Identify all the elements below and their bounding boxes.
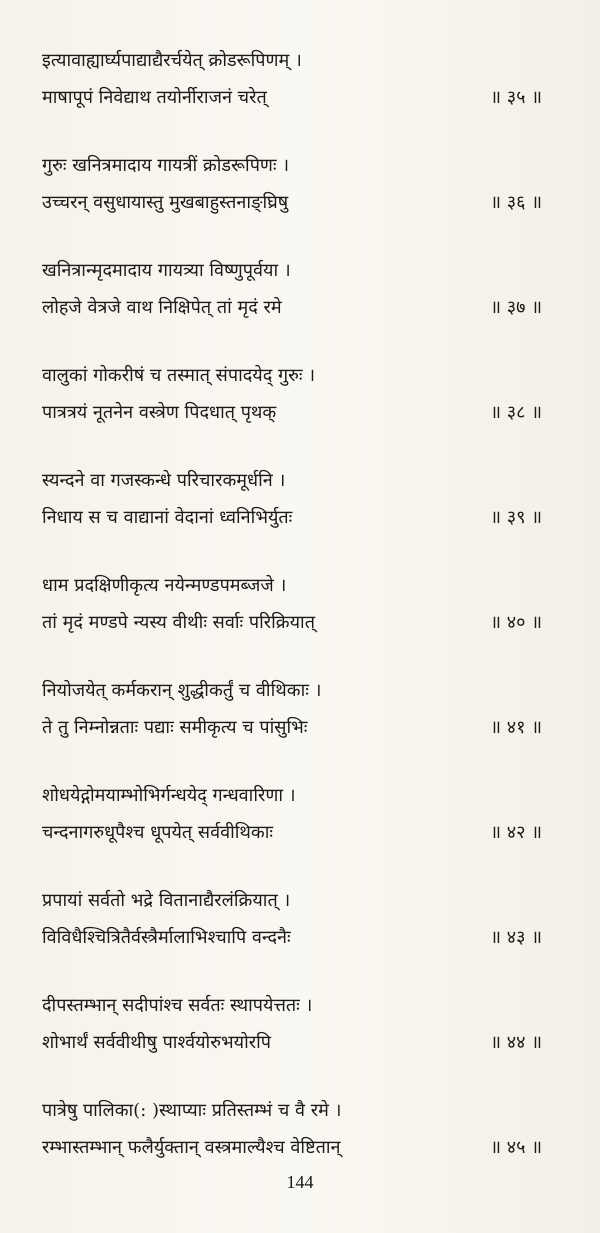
verse-number: ॥ ३६ ॥ — [490, 192, 542, 213]
verse-number: ॥ ४३ ॥ — [490, 927, 542, 948]
verse — [0, 670, 600, 775]
verse — [0, 460, 600, 565]
verse-line-1: पात्रेषु पालिका(: )स्थाप्याः प्रतिस्तम्भं च वै रमे । — [42, 1100, 342, 1121]
verse-list — [0, 40, 600, 1195]
verse-line-2 — [42, 85, 542, 111]
verse-number: ॥ ४२ ॥ — [490, 822, 542, 843]
verse-line-1: शोधयेद्गोमयाम्भोभिर्गन्धयेद् गन्धवारिणा । — [42, 785, 296, 806]
verse-text: ते तु निम्नोन्नताः पद्याः समीकृत्य च पांसुभिः — [42, 717, 308, 738]
verse — [0, 250, 600, 355]
verse-line-1: स्यन्दने वा गजस्कन्धे परिचारकमूर्धनि । — [42, 470, 286, 491]
verse-number: ॥ ४४ ॥ — [490, 1032, 542, 1053]
verse-line-2 — [42, 1135, 542, 1161]
verse — [0, 985, 600, 1090]
verse-text: माषापूपं निवेद्याथ तयोर्नीराजनं चरेत् — [42, 87, 267, 108]
verse-number: ॥ ४१ ॥ — [490, 717, 542, 738]
verse-line-2 — [42, 1030, 542, 1056]
verse-line-2 — [42, 505, 542, 531]
verse-number: ॥ ३५ ॥ — [490, 87, 542, 108]
verse-line-1: दीपस्तम्भान् सदीपांश्च सर्वतः स्थापयेत्ततः । — [42, 995, 313, 1016]
verse — [0, 565, 600, 670]
verse-text: तां मृदं मण्डपे न्यस्य वीथीः सर्वाः परिक्रियात् — [42, 612, 315, 633]
verse-text: उच्चरन् वसुधायास्तु मुखबाहुस्तनाङ्घ्रिषु — [42, 192, 289, 213]
verse-line-1: इत्यावाह्यार्घ्यपाद्याद्यैरर्चयेत् क्रोडरूपिणम् । — [42, 50, 302, 71]
verse — [0, 775, 600, 880]
verse-number: ॥ ४० ॥ — [490, 612, 542, 633]
verse-line-2 — [42, 400, 542, 426]
verse-line-2 — [42, 820, 542, 846]
verse-text: लोहजे वेत्रजे वाथ निक्षिपेत् तां मृदं रमे — [42, 297, 282, 318]
verse-text: विविधैश्चित्रितैर्वस्त्रैर्मालाभिश्चापि वन्दनैः — [42, 927, 291, 948]
verse-line-2 — [42, 715, 542, 741]
verse-line-1: गुरुः खनित्रमादाय गायत्रीं क्रोडरूपिणः । — [42, 155, 290, 176]
verse-line-2 — [42, 295, 542, 321]
verse-line-2 — [42, 610, 542, 636]
verse-text: चन्दनागरुधूपैश्च धूपयेत् सर्ववीथिकाः — [42, 822, 274, 843]
verse-line-1: नियोजयेत् कर्मकरान् शुद्धीकर्तुं च वीथिकाः । — [42, 680, 322, 701]
verse-line-1: धाम प्रदक्षिणीकृत्य नयेन्मण्डपमब्जजे । — [42, 575, 287, 596]
verse — [0, 355, 600, 460]
verse-text: पात्रत्रयं नूतनेन वस्त्रेण पिदधात् पृथक् — [42, 402, 277, 423]
verse-line-2 — [42, 190, 542, 216]
page-number: 144 — [286, 1172, 314, 1192]
verse-number: ॥ ४५ ॥ — [490, 1137, 542, 1158]
verse-text: शोभार्थं सर्ववीथीषु पार्श्वयोरुभयोरपि — [42, 1032, 271, 1053]
verse-number: ॥ ३७ ॥ — [490, 297, 542, 318]
verse-number: ॥ ३९ ॥ — [490, 507, 542, 528]
verse-line-1: वालुकां गोकरीषं च तस्मात् संपादयेद् गुरुः । — [42, 365, 316, 386]
verse-text: निधाय स च वाद्यानां वेदानां ध्वनिभिर्युतः — [42, 507, 293, 528]
verse-number: ॥ ३८ ॥ — [490, 402, 542, 423]
verse — [0, 40, 600, 145]
verse-line-2 — [42, 925, 542, 951]
verse-line-1: खनित्रान्मृदमादाय गायत्र्या विष्णुपूर्वया । — [42, 260, 291, 281]
verse-line-1: प्रपायां सर्वतो भद्रे वितानाद्यैरलंक्रियात् । — [42, 890, 291, 911]
verse-text: रम्भास्तम्भान् फलैर्युक्तान् वस्त्रमाल्यैश्च वेष्टितान् — [42, 1137, 341, 1158]
verse — [0, 880, 600, 985]
verse — [0, 145, 600, 250]
